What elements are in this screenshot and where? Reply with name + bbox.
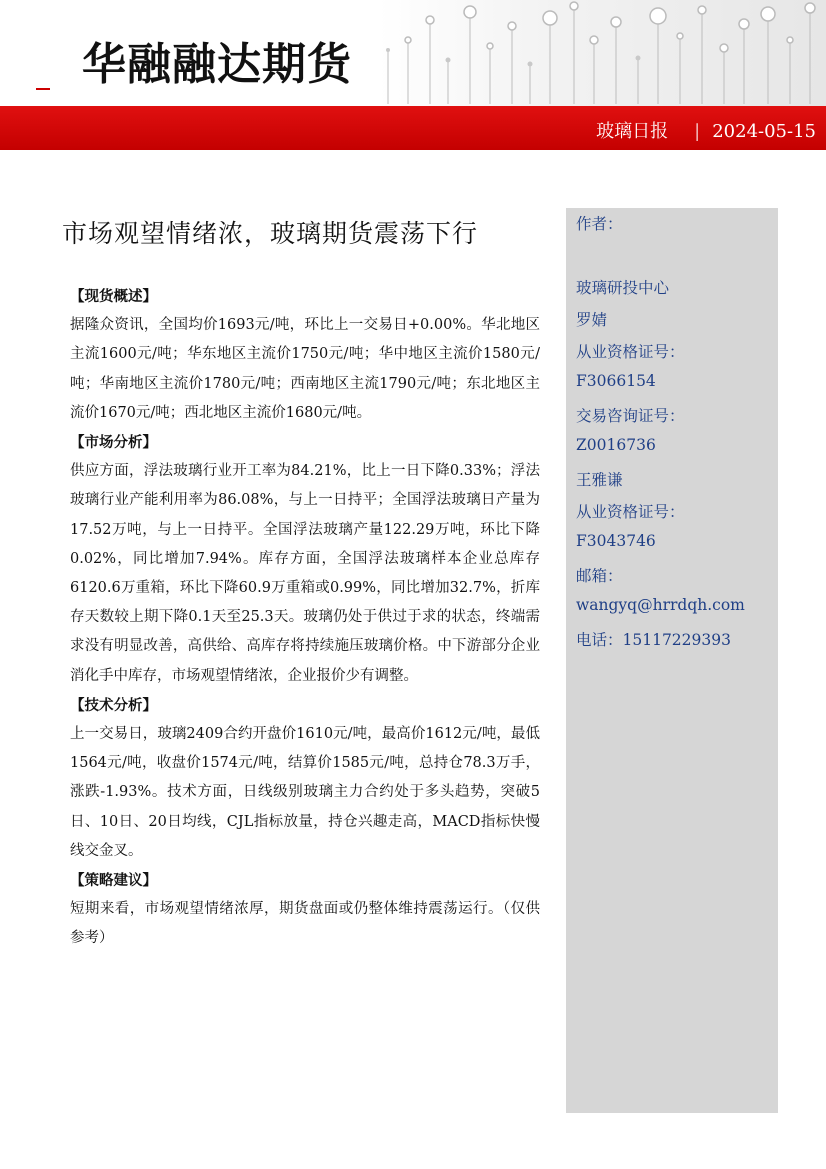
section-body-strategy: 短期来看，市场观望情绪浓厚，期货盘面或仍整体维持震荡运行。（仅供参考）	[70, 901, 540, 947]
cert-number: F3066154	[576, 372, 656, 390]
cert-label: 从业资格证号：	[576, 503, 685, 521]
banner-separator: |	[694, 121, 701, 142]
report-date: 2024-05-15	[712, 121, 816, 142]
report-name: 玻璃日报	[596, 121, 669, 142]
section-body-technical: 上一交易日，玻璃2409合约开盘价1610元/吨，最高价1612元/吨，最低1564元/吨，收盘价1574元/吨，结算价1585元/吨，总持仓78.3万手，涨跌-1.93%。技术方面，日线级别玻璃主力合约处于多头趋势，突破5日、10日、20日均线，CJL指标放量，持仓兴趣走高，MACD指标快慢线交金叉。	[70, 726, 540, 859]
logo-accent-mark	[36, 88, 50, 90]
email-label: 邮箱：	[576, 567, 623, 585]
phone-number: 电话：15117229393	[576, 631, 731, 649]
decorative-circles-graphic	[378, 0, 826, 106]
article-body	[70, 282, 540, 954]
header-decoration	[378, 0, 826, 106]
cert-number: F3043746	[576, 532, 656, 550]
company-logo: 华融融达期货	[82, 39, 352, 90]
cert-label: 从业资格证号：	[576, 343, 685, 361]
section-body-market: 供应方面，浮法玻璃行业开工率为84.21%，比上一日下降0.33%；浮法玻璃行业产能利用率为86.08%，与上一日持平；全国浮法玻璃日产量为17.52万吨，与上一日持平。全国浮法玻璃产量122.29万吨，环比下降0.02%，同比增加7.94%。库存方面，全国浮法玻璃样本企业总库存6120.6万重箱，环比下降60.9万重箱或0.99%，同比增加32.7%，折库存天数较上期下降0.1天至25.3天。玻璃仍处于供过于求的状态，终端需求没有明显改善，高供给、高库存将持续施压玻璃价格。中下游部分企业消化手中库存，市场观望情绪浓，企业报价少有调整。	[70, 463, 540, 684]
email-address[interactable]: wangyq@hrrdqh.com	[576, 596, 745, 614]
section-heading-strategy: 【策略建议】	[70, 872, 157, 890]
report-banner-text	[596, 117, 816, 143]
department-name: 玻璃研投中心	[576, 279, 670, 297]
consult-cert-label: 交易咨询证号：	[576, 407, 685, 425]
section-heading-spot: 【现货概述】	[70, 288, 157, 305]
consult-cert-number: Z0016736	[576, 436, 656, 454]
section-heading-technical: 【技术分析】	[70, 696, 157, 714]
section-heading-market: 【市场分析】	[70, 434, 157, 452]
author-name: 罗婧	[576, 311, 608, 329]
author-label: 作者：	[576, 215, 623, 233]
article-title: 市场观望情绪浓，玻璃期货震荡下行	[62, 219, 479, 248]
author-name: 王雅谦	[576, 471, 623, 489]
section-body-spot: 据隆众资讯，全国均价1693元/吨，环比上一交易日+0.00%。华北地区主流1600元/吨；华东地区主流价1750元/吨；华中地区主流价1580元/吨；华南地区主流价1780元/吨；西南地区主流1790元/吨；东北地区主流价1670元/吨；西北地区主流价1680元/吨。	[70, 317, 540, 421]
